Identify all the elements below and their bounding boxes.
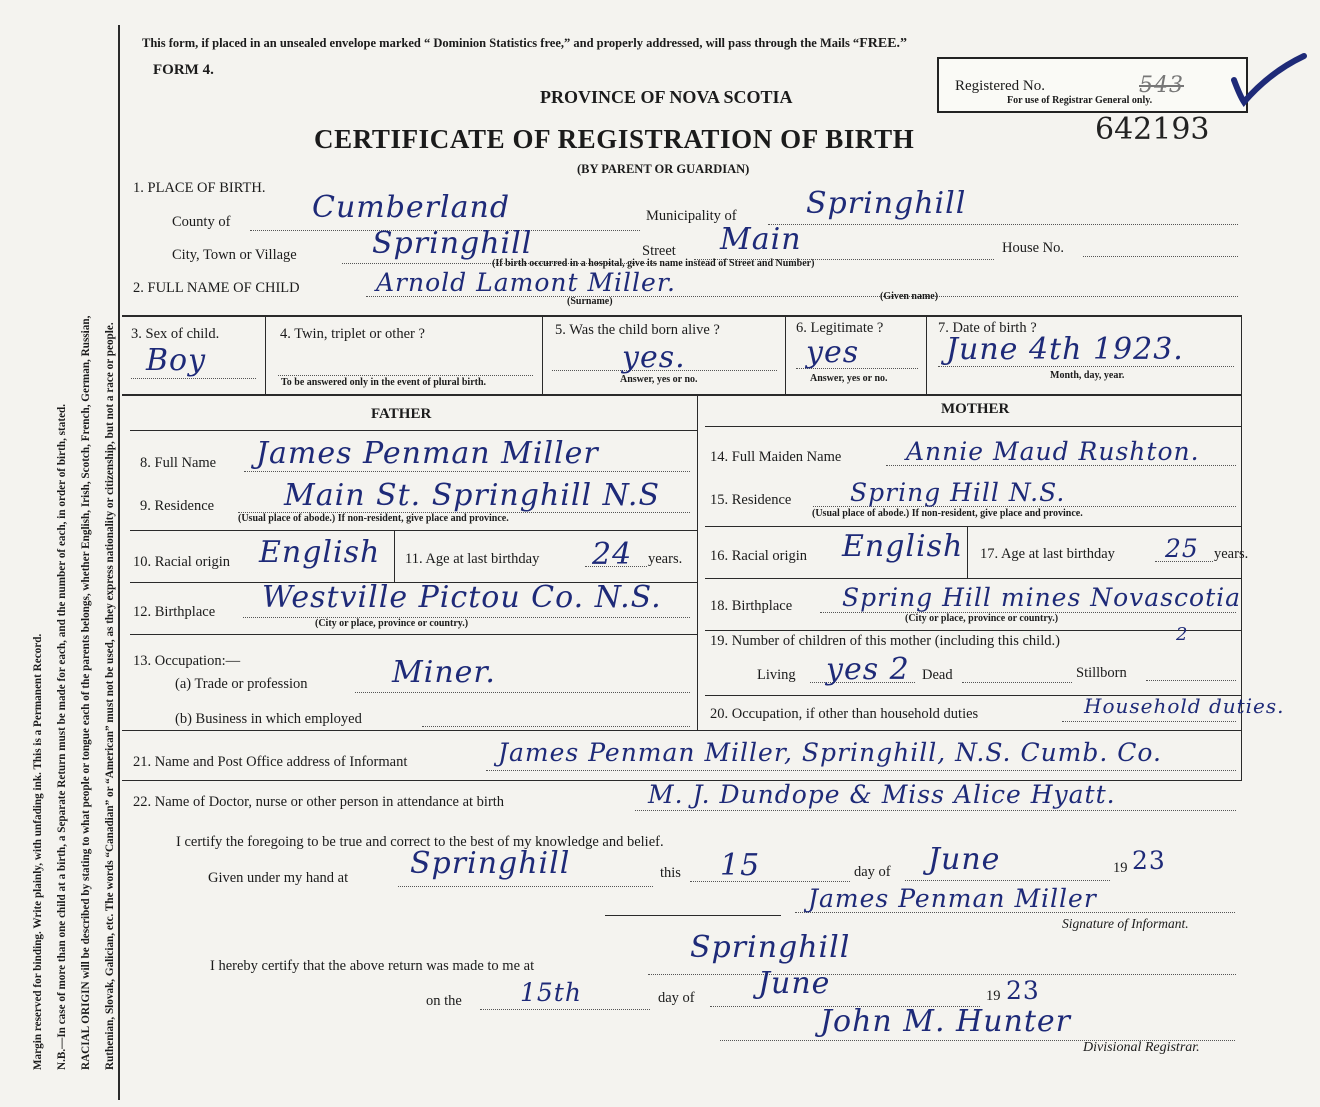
county-value: Cumberland bbox=[312, 190, 511, 225]
mother-occupation-value: Household duties. bbox=[1084, 694, 1285, 718]
father-age-label: 11. Age at last birthday bbox=[405, 551, 540, 567]
city-value: Springhill bbox=[372, 226, 533, 261]
house-label: House No. bbox=[1002, 240, 1065, 256]
mother-years-label: years. bbox=[1214, 546, 1249, 562]
given-day-line bbox=[690, 881, 850, 882]
date-value: June 4th 1923. bbox=[946, 332, 1184, 367]
father-trade-label: (a) Trade or profession bbox=[175, 676, 308, 692]
father-birthplace-note: (City or place, province or country.) bbox=[315, 618, 469, 629]
legitimate-note: Answer, yes or no. bbox=[810, 373, 888, 384]
registrar-month-value: June bbox=[758, 966, 831, 1001]
registered-number-box bbox=[937, 57, 1248, 113]
divisional-registrar-label: Divisional Registrar. bbox=[1083, 1040, 1200, 1055]
alive-value: yes. bbox=[622, 340, 686, 375]
father-age-value: 24 bbox=[592, 537, 633, 572]
father-occupation-label: 13. Occupation:— bbox=[133, 653, 241, 669]
given-day-value: 15 bbox=[720, 848, 761, 883]
registrar-place-line bbox=[648, 974, 1236, 975]
given-this-label: this bbox=[660, 865, 681, 881]
col-divider-1 bbox=[265, 317, 266, 395]
informant-value: James Penman Miller, Springhill, N.S. Cumb. Co. bbox=[498, 738, 1162, 767]
given-place-line bbox=[398, 886, 653, 887]
father-birthplace-value: Westville Pictou Co. N.S. bbox=[262, 580, 662, 615]
province-heading: PROVINCE OF NOVA SCOTIA bbox=[540, 87, 793, 107]
alive-label: 5. Was the child born alive ? bbox=[555, 322, 720, 338]
certify-text: I certify the foregoing to be true and correct to the best of my knowledge and belief. bbox=[176, 834, 664, 850]
date-label: 7. Date of birth ? bbox=[938, 320, 1037, 336]
mother-rule-4 bbox=[705, 630, 1242, 631]
father-trade-value: Miner. bbox=[392, 655, 496, 690]
mother-rule-2 bbox=[705, 526, 1242, 527]
hospital-note: (If birth occurred in a hospital, give its name instead of Street and Number) bbox=[492, 258, 815, 269]
father-name-line bbox=[244, 471, 690, 472]
mother-stillborn-line bbox=[1146, 680, 1236, 681]
mother-occupation-label: 20. Occupation, if other than household duties bbox=[710, 706, 979, 722]
father-trade-line bbox=[355, 692, 690, 693]
mother-residence-label: 15. Residence bbox=[710, 492, 792, 508]
mother-dead-line bbox=[962, 682, 1072, 683]
registrar-dayof-label: day of bbox=[658, 990, 695, 1006]
municipality-value: Springhill bbox=[806, 186, 967, 221]
attendant-label: 22. Name of Doctor, nurse or other person in attendance at birth bbox=[133, 794, 505, 810]
alive-note: Answer, yes or no. bbox=[620, 374, 698, 385]
sex-value: Boy bbox=[146, 343, 207, 378]
mother-rule-3 bbox=[705, 578, 1242, 579]
father-rule-2 bbox=[130, 530, 697, 531]
given-month-value: June bbox=[928, 842, 1001, 877]
father-race-label: 10. Racial origin bbox=[133, 554, 231, 570]
street-value: Main bbox=[720, 222, 802, 257]
registrar-year-value: 23 bbox=[1006, 976, 1040, 1005]
place-of-birth-label: 1. PLACE OF BIRTH. bbox=[133, 180, 266, 196]
attendant-value: M. J. Dundope & Miss Alice Hyatt. bbox=[648, 780, 1116, 809]
signature-rule bbox=[605, 915, 781, 916]
county-label: County of bbox=[172, 214, 231, 230]
father-name-value: James Penman Miller bbox=[256, 436, 599, 471]
mother-living-value: yes 2 bbox=[826, 652, 910, 687]
registrar-signature: John M. Hunter bbox=[820, 1004, 1072, 1039]
father-residence-value: Main St. Springhill N.S bbox=[284, 478, 661, 513]
father-birthplace-label: 12. Birthplace bbox=[133, 604, 216, 620]
mother-birthplace-label: 18. Birthplace bbox=[710, 598, 793, 614]
father-business-label: (b) Business in which employed bbox=[175, 711, 362, 727]
twin-note: To be answered only in the event of plural birth. bbox=[281, 377, 487, 388]
signature-of-informant-label: Signature of Informant. bbox=[1062, 916, 1189, 931]
given-under-label: Given under my hand at bbox=[208, 870, 349, 886]
father-name-label: 8. Full Name bbox=[140, 455, 217, 471]
registrar-day-line bbox=[480, 1009, 650, 1010]
father-residence-note: (Usual place of abode.) If non-resident, give place and province. bbox=[238, 513, 509, 524]
form-number: FORM 4. bbox=[153, 62, 214, 78]
center-divider bbox=[697, 395, 698, 730]
mother-race-divider bbox=[967, 527, 968, 578]
father-rule-4 bbox=[130, 634, 697, 635]
mother-dead-label: Dead bbox=[922, 667, 953, 683]
mother-age-label: 17. Age at last birthday bbox=[980, 546, 1115, 562]
father-residence-label: 9. Residence bbox=[140, 498, 215, 514]
house-line bbox=[1083, 256, 1238, 257]
given-year-value: 23 bbox=[1132, 846, 1166, 875]
mother-age-value: 25 bbox=[1165, 534, 1199, 563]
father-race-value: English bbox=[259, 535, 381, 570]
page-title: CERTIFICATE OF REGISTRATION OF BIRTH bbox=[314, 124, 915, 154]
mother-name-value: Annie Maud Rushton. bbox=[906, 437, 1200, 466]
mother-residence-value: Spring Hill N.S. bbox=[850, 478, 1066, 507]
postal-note: This form, if placed in an unsealed envelope marked “ Dominion Statistics free,” and properly addressed, will pass through the Mails “FREE.” bbox=[142, 36, 908, 51]
given-place-value: Springhill bbox=[410, 846, 571, 881]
father-business-line bbox=[422, 726, 690, 727]
father-years-label: years. bbox=[648, 551, 683, 567]
mother-stillborn-label: Stillborn bbox=[1076, 665, 1127, 681]
city-label: City, Town or Village bbox=[172, 247, 297, 263]
registrar-on-label: on the bbox=[426, 993, 462, 1009]
margin-line-1: Margin reserved for binding. Write plainly, with unfading ink. This is a Permanent Record. bbox=[32, 633, 44, 1070]
legitimate-label: 6. Legitimate ? bbox=[796, 320, 884, 336]
father-heading: FATHER bbox=[371, 406, 432, 422]
given-month-line bbox=[905, 880, 1110, 881]
handwritten-registration-number: 642193 bbox=[1095, 112, 1210, 147]
registered-label: Registered No. bbox=[955, 78, 1045, 94]
surname-note: (Surname) bbox=[567, 296, 613, 307]
mother-heading: MOTHER bbox=[941, 401, 1010, 417]
registrar-year-prefix: 19 bbox=[986, 988, 1001, 1004]
sex-line bbox=[131, 378, 256, 379]
margin-line-3: RACIAL ORIGIN will be described by stating to what people or tongue each of the parents belongs, whether English, Irish, Scotch, French, German, Russian, bbox=[80, 315, 92, 1070]
sex-label: 3. Sex of child. bbox=[131, 326, 220, 342]
mother-birthplace-value: Spring Hill mines Novascotia bbox=[842, 583, 1242, 612]
mother-residence-note: (Usual place of abode.) If non-resident, give place and province. bbox=[812, 508, 1083, 519]
mother-living-label: Living bbox=[757, 667, 796, 683]
mother-birthplace-note: (City or place, province or country.) bbox=[905, 613, 1059, 624]
date-note: Month, day, year. bbox=[1050, 370, 1125, 381]
informant-label: 21. Name and Post Office address of Informant bbox=[133, 754, 408, 770]
mother-race-label: 16. Racial origin bbox=[710, 548, 808, 564]
mother-children-label: 19. Number of children of this mother (including this child.) bbox=[710, 633, 1060, 649]
registered-value: 543 bbox=[1139, 73, 1184, 98]
given-dayof-label: day of bbox=[854, 864, 891, 880]
municipality-line bbox=[768, 224, 1238, 225]
mother-race-value: English bbox=[842, 529, 964, 564]
full-name-label: 2. FULL NAME OF CHILD bbox=[133, 280, 300, 296]
margin-instructions bbox=[26, 316, 122, 1070]
given-name-note: (Given name) bbox=[880, 291, 939, 302]
child-full-name: Arnold Lamont Miller. bbox=[376, 268, 676, 297]
municipality-label: Municipality of bbox=[646, 208, 737, 224]
col-divider-2 bbox=[542, 317, 543, 395]
row3-bottom-rule bbox=[122, 394, 1242, 396]
margin-line-4: Ruthenian, Slovak, Galician, etc. The words “Canadian” or “American” must not be used, as they express nationality or citizenship, but not a race or people. bbox=[104, 322, 116, 1070]
registrar-use-note: For use of Registrar General only. bbox=[1007, 95, 1153, 106]
col-divider-3 bbox=[785, 317, 786, 395]
given-year-prefix: 19 bbox=[1113, 860, 1128, 876]
legitimate-value: yes bbox=[806, 335, 860, 370]
page-subtitle: (BY PARENT OR GUARDIAN) bbox=[577, 162, 750, 176]
mother-rule-1 bbox=[705, 426, 1242, 427]
father-rule-1 bbox=[130, 430, 697, 431]
mother-children-value: 2 bbox=[1176, 624, 1189, 645]
margin-rule bbox=[118, 25, 120, 1100]
registrar-certify-text: I hereby certify that the above return was made to me at bbox=[210, 958, 535, 974]
col-divider-4 bbox=[926, 317, 927, 395]
table-bottom-rule-1 bbox=[122, 730, 1242, 731]
table-top-rule bbox=[122, 315, 1242, 317]
mother-occupation-line bbox=[1062, 721, 1236, 722]
registrar-place-value: Springhill bbox=[690, 930, 851, 965]
informant-line bbox=[486, 770, 1236, 771]
mother-name-label: 14. Full Maiden Name bbox=[710, 449, 842, 465]
street-label: Street bbox=[642, 243, 676, 259]
registrar-day-value: 15th bbox=[520, 978, 582, 1007]
twin-label: 4. Twin, triplet or other ? bbox=[280, 326, 425, 342]
attendant-line bbox=[635, 810, 1236, 811]
margin-line-2: N.B.—In case of more than one child at a birth, a Separate Return must be made for each, and the number of each, in order of birth, stated. bbox=[56, 403, 68, 1070]
twin-line bbox=[278, 375, 533, 376]
checkmark-icon bbox=[1230, 52, 1310, 112]
father-race-divider bbox=[394, 531, 395, 582]
informant-signature: James Penman Miller bbox=[808, 884, 1097, 913]
